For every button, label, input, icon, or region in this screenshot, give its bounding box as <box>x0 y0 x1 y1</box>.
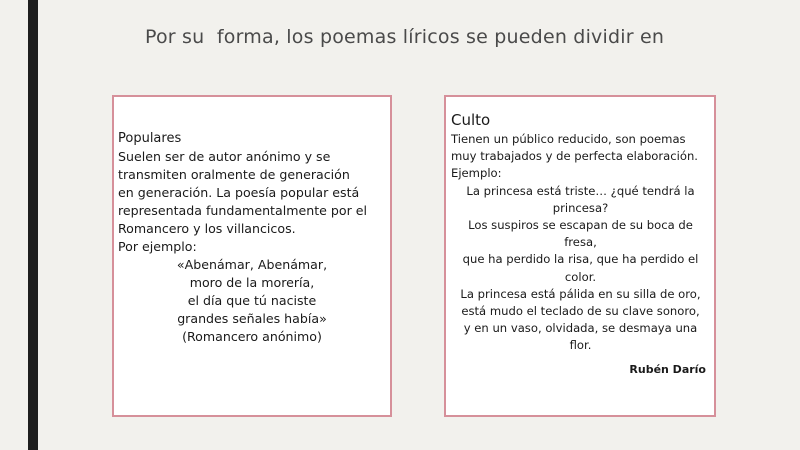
culto-content <box>451 109 710 378</box>
popular-line: Suelen ser de autor anónimo y se <box>118 149 331 164</box>
culto-verse-line: que ha perdido la risa, que ha perdido el <box>462 252 699 267</box>
popular-line: Romancero y los villancicos. <box>118 221 296 236</box>
popular-verse-line: el día que tú naciste <box>187 293 317 308</box>
popular-verse-line: «Abenámar, Abenámar, <box>176 257 328 272</box>
popular-verse-line: grandes señales había» <box>177 311 327 326</box>
culto-verse-line: color. <box>564 269 597 284</box>
culto-line: muy trabajados y de perfecta elaboración. <box>451 149 698 164</box>
culto-verse-line: está mudo el teclado de su clave sonoro, <box>461 304 700 319</box>
culto-verse-line: flor. <box>569 338 592 353</box>
popular-line: transmiten oralmente de generación <box>118 167 350 182</box>
popular-card <box>112 95 392 417</box>
culto-verse-line: Los suspiros se escapan de su boca de <box>468 218 693 233</box>
popular-line: Por ejemplo: <box>118 239 197 254</box>
popular-verse-line: moro de la morería, <box>189 275 315 290</box>
slide-title: Por su forma, los poemas líricos se pueden dividir en <box>145 26 665 48</box>
popular-line: representada fundamentalmente por el <box>118 203 368 218</box>
left-accent-bar <box>28 0 38 450</box>
culto-line: Tienen un público reducido, son poemas <box>451 132 686 146</box>
culto-heading: Culto <box>451 111 491 129</box>
culto-verse-line: La princesa está pálida en su silla de oro, <box>460 286 701 301</box>
popular-source: (Romancero anónimo) <box>182 329 322 344</box>
culto-card <box>444 95 716 417</box>
popular-content <box>118 130 386 346</box>
culto-verse-line: fresa, <box>564 235 597 250</box>
popular-line: en generación. La poesía popular está <box>118 185 360 200</box>
culto-verse-line: La princesa está triste… ¿qué tendrá la <box>466 183 695 198</box>
culto-line: Ejemplo: <box>451 166 502 181</box>
culto-verse-line: y en un vaso, olvidada, se desmaya una <box>463 321 698 336</box>
culto-verse-line: princesa? <box>552 200 609 215</box>
popular-heading: Populares <box>118 131 182 146</box>
culto-author: Rubén Darío <box>629 362 706 376</box>
